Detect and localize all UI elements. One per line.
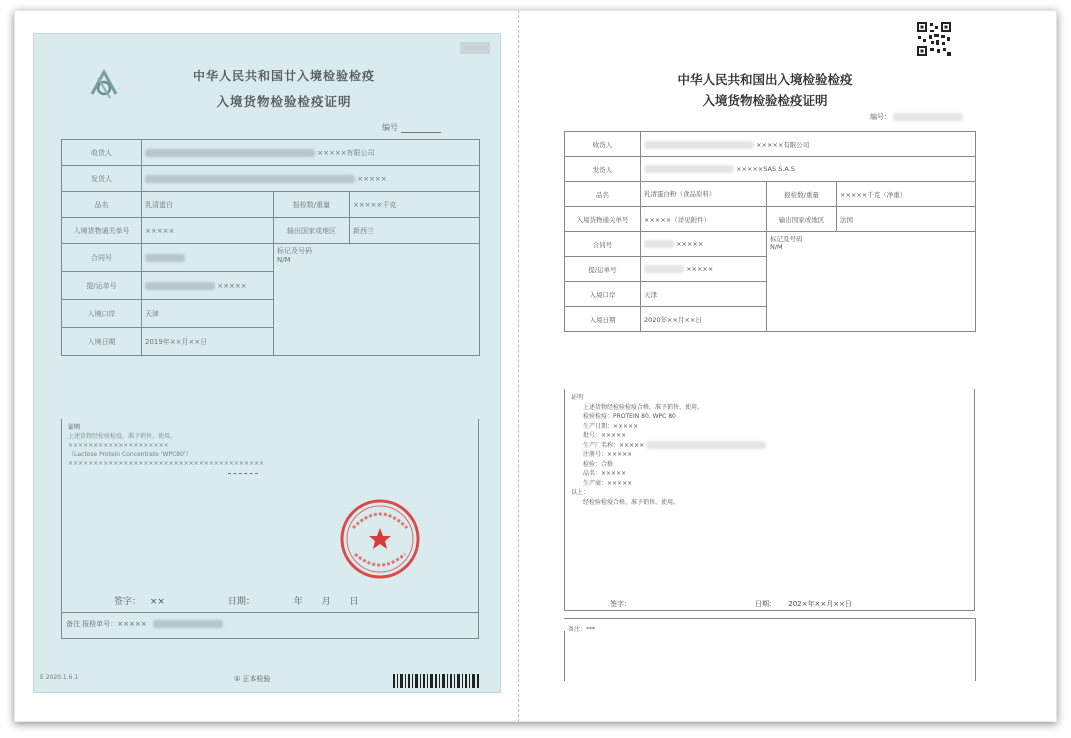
cell-label: 输出国家或地区 — [274, 218, 350, 244]
cell-value: 法国 — [837, 207, 976, 232]
cell-value-text: ××××× — [357, 174, 387, 183]
cell-value: 天津 — [142, 300, 274, 328]
cell-label: 入境口岸 — [62, 300, 142, 328]
table-row — [62, 244, 480, 272]
right-title-line2: 入境货物检验检疫证明 — [702, 93, 828, 108]
scanned-certificate — [33, 33, 501, 693]
table-row — [62, 166, 480, 192]
notes-line: 品名：××××× — [583, 470, 627, 477]
cell-value-text: ××××× — [686, 265, 714, 273]
date-line — [755, 599, 852, 609]
bottom-label: 备注 — [66, 620, 80, 628]
cell-value — [142, 272, 274, 300]
cell-label: 品名 — [62, 192, 142, 218]
notes-line-text: 生产厂名称：××××× — [583, 441, 645, 449]
left-bottom-notes — [66, 619, 223, 629]
ciq-logo-icon — [84, 64, 124, 104]
notes-title: 证明 — [571, 394, 584, 401]
marks-label: 标记及号码 — [770, 235, 803, 243]
date-label: 日期： — [755, 600, 776, 608]
cell-value: 2019年××月××日 — [142, 328, 274, 356]
cell-value-text: ××××× — [217, 281, 247, 290]
notes-line: 检验检疫：PROTEIN 80, WPC 80 — [583, 413, 676, 420]
table-row — [565, 207, 976, 232]
table-row — [565, 232, 976, 257]
date-month: 月 — [321, 597, 331, 607]
scan-corner-mark — [460, 42, 490, 54]
cell-label: 报检数/重量 — [274, 192, 350, 218]
cell-label: 品名 — [565, 182, 641, 207]
cell-value — [142, 140, 480, 166]
official-seal-icon — [339, 498, 421, 580]
right-notes — [564, 389, 975, 611]
cell-value — [641, 232, 767, 257]
table-row — [62, 192, 480, 218]
table-row — [565, 132, 976, 157]
sign-label: 签字： — [610, 600, 631, 608]
cell-label: 合同号 — [565, 232, 641, 257]
cell-label: 收货人 — [565, 132, 641, 157]
left-footer-middle: ① 正本检验 — [234, 675, 271, 683]
table-row — [62, 140, 480, 166]
notes-line: 检验：合格 — [583, 460, 614, 468]
sign-label: 签字： — [114, 597, 142, 607]
right-title-line1: 中华人民共和国出入境检验检疫 — [677, 72, 853, 87]
cell-value: 天津 — [641, 282, 767, 307]
cell-label: 合同号 — [62, 244, 142, 272]
cell-value: 乳清蛋白 — [142, 192, 274, 218]
left-signature-line — [114, 594, 365, 607]
cell-value — [641, 132, 976, 157]
cell-label: 入境货物通关单号 — [62, 218, 142, 244]
right-bottom-border — [975, 618, 976, 681]
marks-value: N/M — [277, 256, 291, 264]
cell-value: 2020年××月××日 — [641, 307, 767, 332]
digital-certificate — [535, 15, 1051, 715]
cell-label: 收货人 — [62, 140, 142, 166]
cell-label: 发货人 — [62, 166, 142, 192]
notes-line: 生产商：××××× — [583, 479, 633, 487]
notes-line: 上述货物经检验检疫，准予销售、使用。 — [68, 433, 177, 440]
cell-label: 提/运单号 — [565, 257, 641, 282]
right-cert-number — [870, 112, 963, 122]
notes-line — [571, 441, 968, 451]
cell-value: ×××××千克 — [350, 192, 480, 218]
cell-label: 入境日期 — [62, 328, 142, 356]
cell-label: 报检数/重量 — [767, 182, 837, 207]
table-row — [62, 218, 480, 244]
cell-value — [142, 166, 480, 192]
page-divider — [518, 10, 519, 722]
marks-cell — [274, 244, 480, 356]
cell-label: 提/运单号 — [62, 272, 142, 300]
cell-label: 入境日期 — [565, 307, 641, 332]
notes-line: 上述货物经检验检疫合格，准予销售、使用。 — [583, 403, 704, 411]
cell-value-text: ×××××有限公司 — [317, 148, 375, 157]
left-sign-divider — [61, 612, 479, 613]
right-number-label: 编号： — [870, 113, 891, 121]
marks-cell — [767, 232, 976, 332]
date-day: 日 — [349, 597, 359, 607]
notes-line: 生产日期：××××× — [583, 422, 639, 430]
date-value: 202×年××月××日 — [788, 600, 852, 608]
cell-label: 入境货物通关单号 — [565, 207, 641, 232]
cell-value: ××××× — [142, 218, 274, 244]
right-bottom-border — [564, 631, 565, 681]
table-row — [565, 157, 976, 182]
right-sign-divider — [564, 618, 975, 619]
notes-line: 注册号：××××× — [583, 451, 633, 458]
notes-line: （Lactose Protein Concentrate 'WPC80'） — [68, 451, 192, 458]
left-number-label: 编号 — [382, 123, 398, 132]
cell-label: 发货人 — [565, 157, 641, 182]
right-info-table — [564, 131, 976, 332]
left-title-line1: 中华人民共和国廿入境检验检疫 — [192, 69, 375, 83]
cell-value-text: ×××××有限公司 — [756, 140, 810, 149]
cell-value: 乳清蛋白粉（食品原料） — [641, 182, 767, 207]
qr-code-icon — [916, 21, 952, 57]
cell-value — [641, 157, 976, 182]
bottom-value: 报检单号：××××× — [82, 620, 147, 628]
barcode-icon — [391, 674, 481, 688]
cell-value — [641, 257, 767, 282]
notes-line: 以上： — [571, 489, 590, 496]
left-cert-number — [382, 122, 441, 133]
left-info-table — [61, 139, 480, 356]
left-footer-code: E 2020.1.6.1 — [40, 674, 79, 681]
date-label: 日期： — [227, 597, 255, 607]
notes-title: 证明 — [68, 424, 81, 431]
notes-line: 经检验检疫合格，准予销售、使用。 — [583, 498, 680, 506]
marks-label: 标记及号码 — [277, 247, 312, 255]
cell-label: 输出国家或地区 — [767, 207, 837, 232]
right-bottom-notes: 备注：*** — [568, 626, 596, 633]
cell-value-text: ××××× — [676, 240, 704, 248]
table-row — [565, 182, 976, 207]
left-title-line2: 入境货物检验检疫证明 — [216, 94, 352, 109]
cell-value: 新西兰 — [350, 218, 480, 244]
cell-value: ×××××（详见附件） — [641, 207, 767, 232]
signature: ×× — [149, 597, 165, 607]
cell-value: ×××××千克（净重） — [837, 182, 976, 207]
cell-value-text: ×××××SAS S.A.S — [736, 165, 795, 173]
marks-value: N/M — [770, 243, 783, 251]
notes-line: 批号：××××× — [583, 432, 627, 439]
cell-label: 入境口岸 — [565, 282, 641, 307]
notes-line: ×××××××××××××××××××× — [68, 442, 169, 449]
cell-value — [142, 244, 274, 272]
date-year: 年 — [293, 597, 303, 607]
notes-line: ××××××××××××××××××××××××××××××××××××××× — [68, 460, 265, 467]
